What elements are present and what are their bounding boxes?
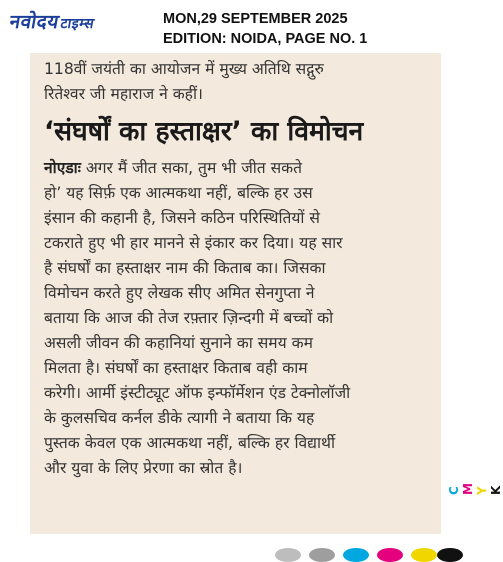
edition-line: EDITION: NOIDA, PAGE NO. 1 [163,31,368,47]
page-header [0,0,463,50]
text-line: असली जीवन की कहानियां सुनाने का समय कम [44,334,313,352]
text-line: अगर मैं जीत सका, तुम भी जीत सकते [85,159,303,177]
newspaper-logo [8,8,97,34]
article-body [44,156,437,481]
previous-article-tail [44,57,440,107]
text-line: 118वीं जयंती का आयोजन में मुख्य अतिथि सद्गुरु [44,60,324,78]
text-line: के कुलसचिव कर्नल डीके त्यागी ने बताया कि यह [44,409,315,427]
article-headline: ‘संघर्षों का हस्ताक्षर’ का विमोचन [44,116,364,147]
color-registration-dots [275,548,463,556]
news-clipping [30,53,441,534]
text-line: पुस्तक केवल एक आत्मकथा नहीं, बल्कि हर विद्यार्थी [44,434,336,452]
text-line: बताया कि आज की तेज रफ़्तार ज़िन्दगी में बच्चों को [44,309,334,327]
logo-text: नवोदय [7,11,61,33]
text-line: टकराते हुए भी हार मानने से इंकार कर दिया। यह सार [44,234,343,252]
date-line: MON,29 SEPTEMBER 2025 [163,11,348,27]
logo-subtext: टाइम्स [59,16,96,32]
registration-dot [275,548,301,562]
registration-dot [377,548,403,562]
cmyk-y: Y [475,485,489,495]
text-line: विमोचन करते हुए लेखक सीए अमित सेनगुप्ता ने [44,284,315,302]
dateline: नोएडाः [44,159,81,177]
text-line: मिलता है। संघर्षों का हस्ताक्षर किताब वही काम [44,359,308,377]
text-line: करेगी। आर्मी इंस्टीट्यूट ऑफ इन्फॉर्मेशन एंड टेक्नोलॉजी [44,384,351,402]
text-line: इंसान की कहानी है, जिसने कठिन परिस्थितियों से [44,209,320,227]
registration-dot [309,548,335,562]
registration-dot [411,548,437,562]
edition-meta [163,9,367,49]
cmyk-c: C [447,485,461,495]
cmyk-k: K [489,484,503,495]
registration-dot [343,548,369,562]
text-line: और युवा के लिए प्रेरणा का स्रोत है। [44,459,243,477]
cmyk-m: M [461,482,475,495]
registration-dot [437,548,463,562]
text-line: रितेश्वर जी महाराज ने कहीं। [44,85,203,103]
first-line [44,156,437,181]
cmyk-registration-label [447,479,503,495]
text-line: है संघर्षों का हस्ताक्षर नाम की किताब का। जिसका [44,259,326,277]
text-line: हो’ यह सिर्फ़ एक आत्मकथा नहीं, बल्कि हर उस [44,184,313,202]
